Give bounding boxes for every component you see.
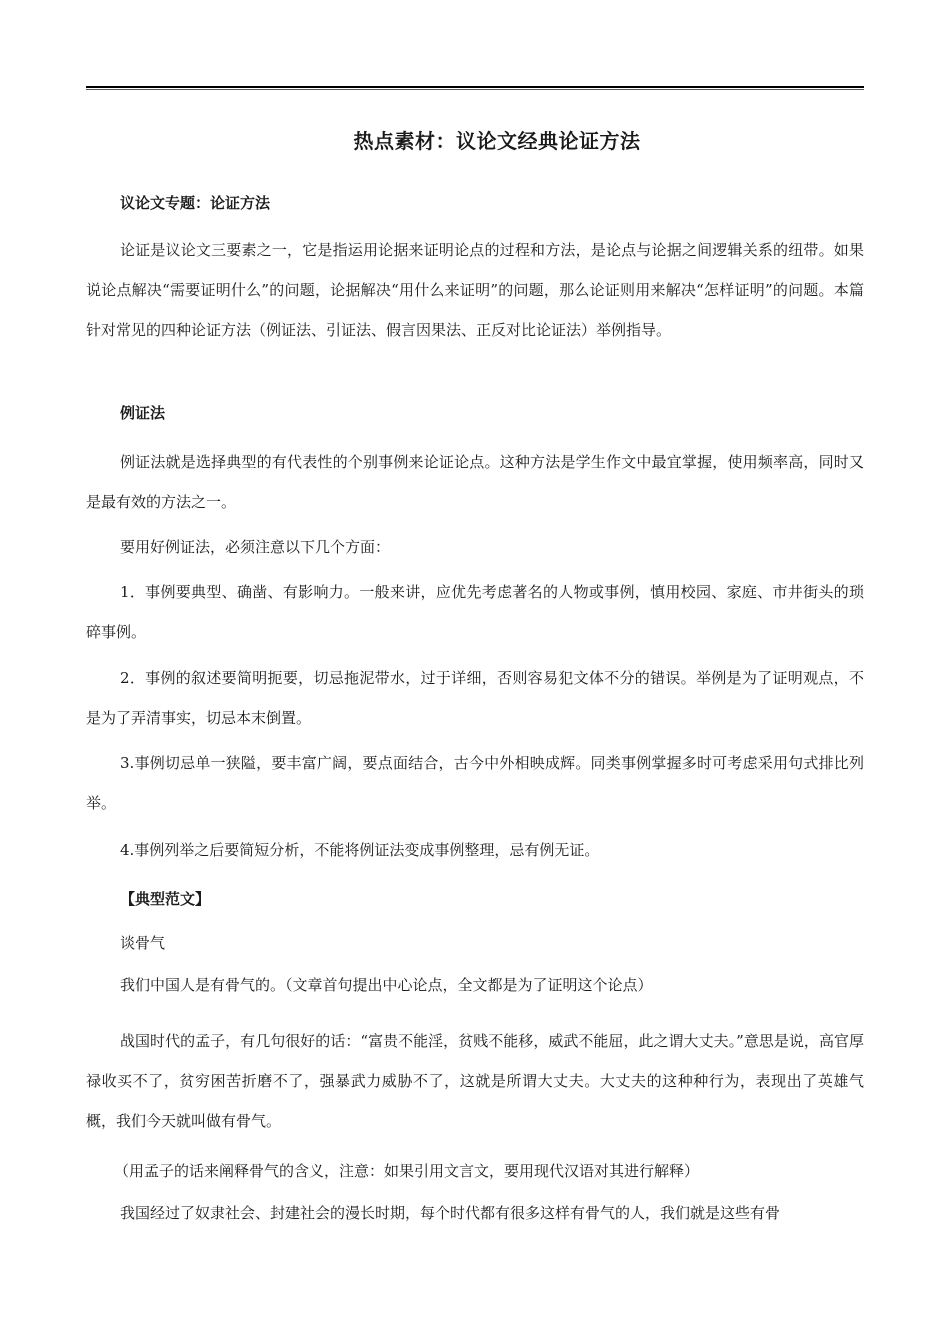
subtitle-heading: 议论文专题：论证方法: [120, 194, 271, 212]
sample-paragraph-3: （用孟子的话来阐释骨气的含义，注意：如果引用文言文，要用现代汉语对其进行解释）: [114, 1162, 700, 1180]
document-title: 热点素材：议论文经典论证方法: [353, 129, 641, 153]
sample-essay-title: 谈骨气: [120, 934, 166, 952]
point-item-1: 1．事例要典型、确凿、有影响力。一般来讲，应优先考虑著名的人物或事例，慎用校园、家庭、市井街头的琐碎事例。: [86, 583, 864, 641]
point-item-2: 2．事例的叙述要简明扼要，切忌拖泥带水，过于详细，否则容易犯文体不分的错误。举例是为了证明观点，不是为了弄清事实，切忌本末倒置。: [86, 669, 864, 727]
sample-paragraph-1: 我们中国人是有骨气的。（文章首句提出中心论点，全文都是为了证明这个论点）: [120, 976, 653, 994]
section-heading-example-method: 例证法: [120, 404, 166, 422]
section-intro-paragraph: 例证法就是选择典型的有代表性的个别事例来论证论点。这种方法是学生作文中最宜掌握，使用频率高，同时又是最有效的方法之一。: [86, 453, 864, 511]
intro-paragraph: 论证是议论文三要素之一，它是指运用论据来证明论点的过程和方法，是论点与论据之间逻辑关系的纽带。如果说论点解决“需要证明什么”的问题，论据解决“用什么来证明”的问题，那么论证则用来解决“怎样证明”的问题。本篇针对常见的四种论证方法（例证法、引证法、假言因果法、正反对比论证法）举例指导。: [86, 241, 864, 339]
point-item-3: 3.事例切忌单一狭隘，要丰富广阔，要点面结合，古今中外相映成辉。同类事例掌握多时可考虑采用句式排比列举。: [86, 754, 864, 812]
points-intro: 要用好例证法，必须注意以下几个方面：: [120, 538, 391, 556]
point-item-4: 4.事例列举之后要简短分析，不能将例证法变成事例整理，忌有例无证。: [120, 841, 600, 859]
header-rule: [86, 86, 864, 88]
sample-paragraph-4: 我国经过了奴隶社会、封建社会的漫长时期，每个时代都有很多这样有骨气的人，我们就是这些有骨: [120, 1204, 781, 1222]
sample-essay-heading: 【典型范文】: [120, 890, 211, 908]
sample-paragraph-2: 战国时代的孟子，有几句很好的话：“富贵不能淫，贫贱不能移，威武不能屈，此之谓大丈夫。”意思是说，高官厚禄收买不了，贫穷困苦折磨不了，强暴武力威胁不了，这就是所谓大丈夫。大丈夫的这种种行为，表现出了英雄气概，我们今天就叫做有骨气。: [86, 1032, 864, 1130]
